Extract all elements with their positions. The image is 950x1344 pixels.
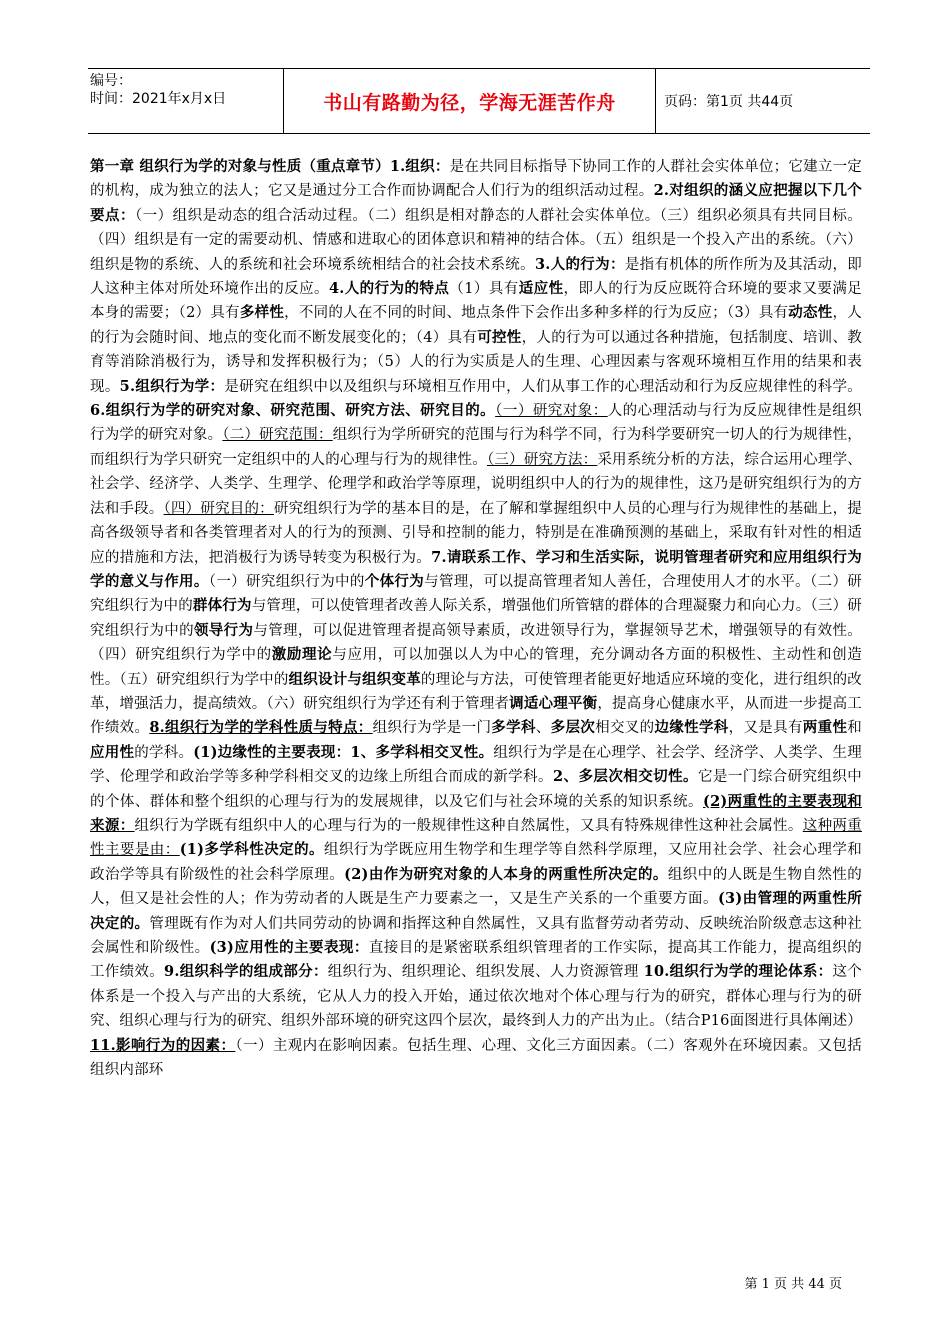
sub-heading: (1)多学科性决定的。 — [179, 841, 324, 859]
body-text: ，提高身心健康水平，从而进一步提高工作绩效。 — [90, 695, 862, 737]
sub-heading: (2)由作为研究对象的人本身的两重性所决定的。 — [344, 865, 668, 883]
body-text: 管理既有作为对人们共同劳动的协调和指挥这种自然属性，又具有监督劳动者劳动、反映统治阶级意志这种社会属性和阶级性。 — [90, 915, 862, 956]
body-text: ，人的行为会随时间、地点的变化而不断发展变化的；（4）具有 — [90, 305, 862, 346]
body-text: （1）具有 — [449, 281, 519, 298]
body-text: 是在共同目标指导下协同工作的人群社会实体单位；它建立一定的机构，成为独立的法人；它又是通过分工合作而协调配合人们行为的组织活动过程。 — [90, 159, 863, 200]
body-text: 与管理，可以促进管理者提高领导素质，改进领导行为，掌握领导艺术，增强领导的有效性。（四）研究组织行为学中的 — [90, 622, 862, 664]
keyword: 领导行为 — [193, 621, 254, 639]
body-text: 人的心理活动与行为反应规律性是组织行为学的研究对象。 — [90, 403, 862, 444]
body-text: 的理论与方法，可使管理者能更好地适应环境的变化，进行组织的改革，增强活力，提高绩效。（六）研究组织行为学还有利于管理者 — [90, 671, 862, 712]
point-heading: 5.组织行为学： — [119, 377, 225, 395]
keyword: 调适心理平衡 — [509, 694, 598, 712]
body-text: 组织行为学既应用生物学和生理学等自然科学原理，又应用社会学、社会心理学和政治学等具有阶级性的社会科学原理。 — [90, 842, 863, 883]
sub-heading: (3)由管理的两重性所决定的。 — [90, 890, 862, 932]
chapter-title: 第一章 组织行为学的对象与性质（重点章节） — [90, 158, 390, 175]
keyword: 个体行为 — [364, 572, 425, 590]
keyword: 应用性 — [90, 743, 135, 761]
body-text: 和 — [847, 720, 862, 737]
header-motto: 书山有路勤为径，学海无涯苦作舟 — [323, 91, 616, 114]
body-text: 它是一门综合研究组织中的个体、群体和整个组织的心理与行为的发展规律，以及它们与社会环境的关系的知识系统。 — [90, 769, 863, 810]
document-number-label: 编号： — [90, 73, 132, 89]
body-text: 与管理，可以提高管理者知人善任，合理使用人才的水平。（二）研究组织行为中的 — [90, 573, 862, 615]
underlined-label: 这种两重性主要是由： — [90, 817, 862, 859]
point-heading: 11.影响行为的因素： — [90, 1036, 236, 1054]
point-heading: 3.人的行为： — [534, 255, 625, 273]
keyword: 组织设计与组织变革 — [288, 670, 421, 688]
keyword: 激励理论 — [271, 646, 333, 664]
body-text: 组织行为、组织理论、组织发展、人力资源管理 — [327, 964, 644, 981]
keyword: 动态性 — [788, 304, 833, 322]
underlined-label: （一）研究对象： — [495, 403, 608, 420]
keyword: 适应性 — [518, 280, 564, 298]
point-heading: 6.组织行为学的研究对象、研究范围、研究方法、研究目的。 — [90, 402, 496, 420]
document-time-label: 时间：2021年x月x日 — [90, 91, 227, 107]
sub-heading: 2、多层次相交切性。 — [553, 768, 698, 786]
body-text: 采用系统分析的方法，综合运用心理学、社会学、经济学、人类学、生理学、伦理学和政治学等原理，说明组织中人的行为的规律性，这乃是研究组织行为的方法和手段。 — [90, 451, 862, 517]
keyword: 多层次 — [550, 719, 596, 737]
body-text: ，即人的行为反应既符合环境的要求又要满足本身的需要；（2）具有 — [90, 281, 862, 322]
body-text: ，不同的人在不同的时间、地点条件下会作出多种多样的行为反应；（3）具有 — [284, 305, 789, 322]
header-meta — [88, 69, 283, 133]
body-text: 直接目的是紧密联系组织管理者的工作实际，提高其工作能力，提高组织的工作绩效。 — [90, 940, 862, 981]
body-text: 、 — [535, 720, 551, 737]
body-text: （一）研究组织行为中的 — [208, 573, 365, 590]
body-text: （一）组织是动态的组合活动过程。（二）组织是相对静态的人群社会实体单位。（三）组织必须具有共同目标。（四）组织是有一定的需要动机、情感和进取心的团体意识和精神的结合体。（五）组织是一个投入产出的系统。（六）组织是物的系统、人的系统和社会环境系统相结合的社会技术系统。 — [90, 207, 862, 273]
body-text: 组织行为学是一门 — [372, 720, 492, 737]
body-text: 与应用，可以加强以人为中心的管理，充分调动各方面的积极性、主动性和创造性。（五）研究组织行为学中的 — [90, 647, 862, 688]
body-text: 研究组织行为学的基本目的是，在了解和掌握组织中人员的心理与行为规律性的基础上，提高各级领导者和各类管理者对人的行为的预测、引导和控制的能力，特别是在准确预测的基础上，采取有针对性的相适应的措施和方法，把消极行为诱导转变为积极行为。 — [90, 500, 862, 566]
body-text: 组织中的人既是生物自然性的人，但又是社会性的人；作为劳动者的人既是生产力要素之一，又是生产关系的一个重要方面。 — [90, 866, 862, 908]
page-header — [88, 68, 870, 134]
point-heading: 9.组织科学的组成部分： — [164, 963, 328, 981]
point-heading: 7.请联系工作、学习和生活实际，说明管理者研究和应用组织行为学的意义与作用。 — [90, 548, 862, 590]
keyword: 可控性 — [477, 328, 522, 346]
page-footer: 第 1 页 共 44 页 — [744, 1277, 842, 1292]
body-text: 这个体系是一个投入与产出的大系统，它从人力的投入开始，通过依次地对个体心理与行为的研究，群体心理与行为的研究、组织心理与行为的研究、组织外部环境的研究这四个层次，最终到人力的产出为止。（结合P16面图进行具体阐述） — [90, 964, 863, 1030]
point-heading: 8.组织行为学的学科性质与特点： — [149, 719, 373, 737]
body-text: 与管理，可以使管理者改善人际关系，增强他们所管辖的群体的合理凝聚力和向心力。（三）研究组织行为中的 — [90, 598, 862, 639]
body-text: （一）主观内在影响因素。包括生理、心理、文化三方面因素。（二）客观外在环境因素。又包括组织内部环 — [90, 1037, 862, 1079]
underlined-label: （四）研究目的： — [163, 500, 274, 517]
keyword: 多样性 — [239, 304, 285, 322]
header-page-info-cell — [656, 69, 870, 133]
underlined-label: （二）研究范围： — [222, 427, 333, 444]
header-motto-cell — [283, 69, 656, 133]
body-text: 组织行为学是在心理学、社会学、经济学、人类学、生理学、伦理学和政治学等多种学科相交叉的边缘上所组合而成的新学科。 — [90, 744, 862, 786]
sub-heading: (3)应用性的主要表现： — [209, 939, 369, 956]
body-text: 相交叉的 — [595, 720, 655, 737]
term-organization: 1.组织： — [389, 158, 450, 175]
body-text: 组织行为学既有组织中人的心理与行为的一般规律性这种自然属性，又具有特殊规律性这种社会属性。 — [134, 817, 803, 834]
body-text: 的学科。 — [134, 744, 194, 761]
body-text: ，又是具有 — [728, 720, 803, 737]
sub-heading: (2)两重性的主要表现和来源： — [90, 792, 862, 834]
sub-heading: (1)边缘性的主要表现：1、多学科相交叉性。 — [193, 743, 494, 761]
body-text: 是研究在组织中以及组织与环境相互作用中，人们从事工作的心理活动和行为反应规律性的科学。 — [224, 378, 862, 395]
body-text: ，人的行为可以通过各种措施，包括制度、培训、教育等消除消极行为，诱导和发挥积极行为；（5）人的行为实质是人的生理、心理因素与客观环境相互作用的结果和表现。 — [90, 329, 862, 395]
header-page-info: 页码：第1页 共44页 — [664, 94, 794, 110]
document-body — [90, 155, 862, 1082]
point-heading: 4.人的行为的特点 — [328, 280, 450, 298]
keyword: 两重性 — [802, 719, 848, 737]
keyword: 群体行为 — [192, 597, 252, 615]
point-heading: 10.组织行为学的理论体系： — [643, 963, 833, 981]
point-heading: 2.对组织的涵义应把握以下几个要点： — [90, 182, 862, 224]
keyword: 多学科 — [491, 719, 536, 737]
underlined-label: （三）研究方法： — [486, 451, 598, 468]
keyword: 边缘性学科 — [654, 719, 729, 737]
body-text: 是指有机体的所作所为及其活动，即人这种主体对所处环境作出的反应。 — [90, 256, 862, 298]
body-text: 组织行为学所研究的范围与行为科学不同，行为科学要研究一切人的行为规律性，而组织行为学只研究一定组织中的人的心理与行为的规律性。 — [90, 427, 862, 468]
